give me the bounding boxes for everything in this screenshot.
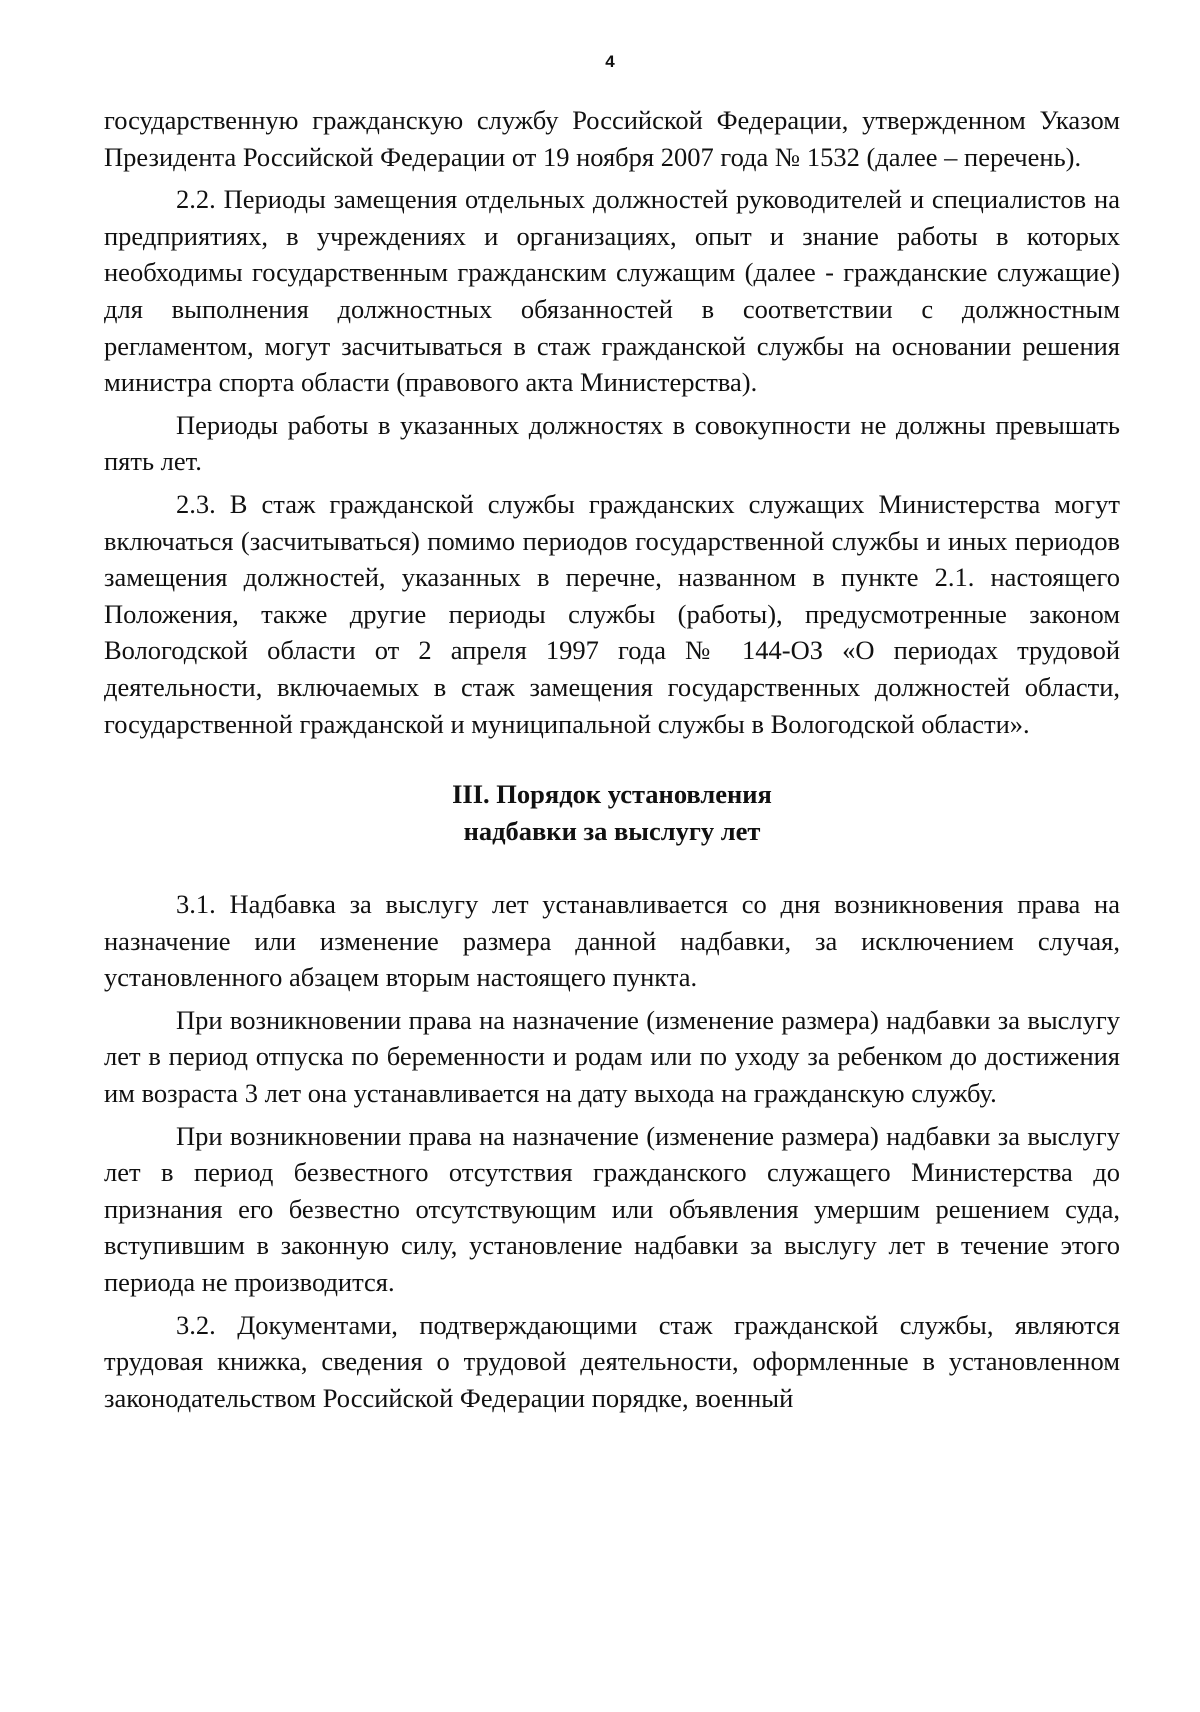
section-heading	[104, 776, 1120, 850]
paragraph-2-3: 2.3. В стаж гражданской службы гражданских служащих Министерства могут включаться (засчитываться) помимо периодов государственной службы и иных периодов замещения должностей, указанных в перечне, названном в пункте 2.1. настоящего Положения, также другие периоды службы (работы), предусмотренные законом Вологодской области от 2 апреля 1997 года № 144-ОЗ «О периодах трудовой деятельности, включаемых в стаж замещения государственных должностей области, государственной гражданской и муниципальной службы в Вологодской области».	[104, 488, 1120, 739]
paragraph-3-1: 3.1. Надбавка за выслугу лет устанавливается со дня возникновения права на назначение или изменение размера данной надбавки, за исключением случая, установленного абзацем вторым настоящего пункта.	[104, 889, 1120, 993]
paragraph-2-2: 2.2. Периоды замещения отдельных должностей руководителей и специалистов на предприятиях, в учреждениях и организациях, опыт и знание работы в которых необходимы государственным гражданским служащим (далее - гражданские служащие) для выполнения должностных обязанностей в соответствии с должностным регламентом, могут засчитываться в стаж гражданской службы на основании решения министра спорта области (правового акта Министерства).	[104, 184, 1120, 398]
section-heading-line2: надбавки за выслугу лет	[463, 816, 761, 847]
section-heading-line1: III. Порядок установления	[452, 779, 772, 810]
page-number: 4	[605, 52, 615, 71]
document-body	[104, 102, 1120, 1416]
paragraph-2-2-limit: Периоды работы в указанных должностях в совокупности не должны превышать пять лет.	[104, 409, 1120, 477]
paragraph-3-1-maternity: При возникновении права на назначение (изменение размера) надбавки за выслугу лет в период отпуска по беременности и родам или по уходу за ребенком до достижения им возраста 3 лет она устанавливается на дату выхода на гражданскую службу.	[104, 1004, 1120, 1109]
paragraph-3-2: 3.2. Документами, подтверждающими стаж гражданской службы, являются трудовая книжка, сведения о трудовой деятельности, оформленные в установленном законодательством Российской Федерации порядке, военный	[104, 1309, 1120, 1413]
paragraph-3-1-absence: При возникновении права на назначение (изменение размера) надбавки за выслугу лет в период безвестного отсутствия гражданского служащего Министерства до признания его безвестно отсутствующим или объявления умершим решением суда, вступившим в законную силу, установление надбавки за выслугу лет в течение этого периода не производится.	[104, 1120, 1120, 1298]
paragraph-continuation-perechen: государственную гражданскую службу Российской Федерации, утвержденном Указом Президента Российской Федерации от 19 ноября 2007 года № 1532 (далее – перечень).	[104, 105, 1120, 172]
